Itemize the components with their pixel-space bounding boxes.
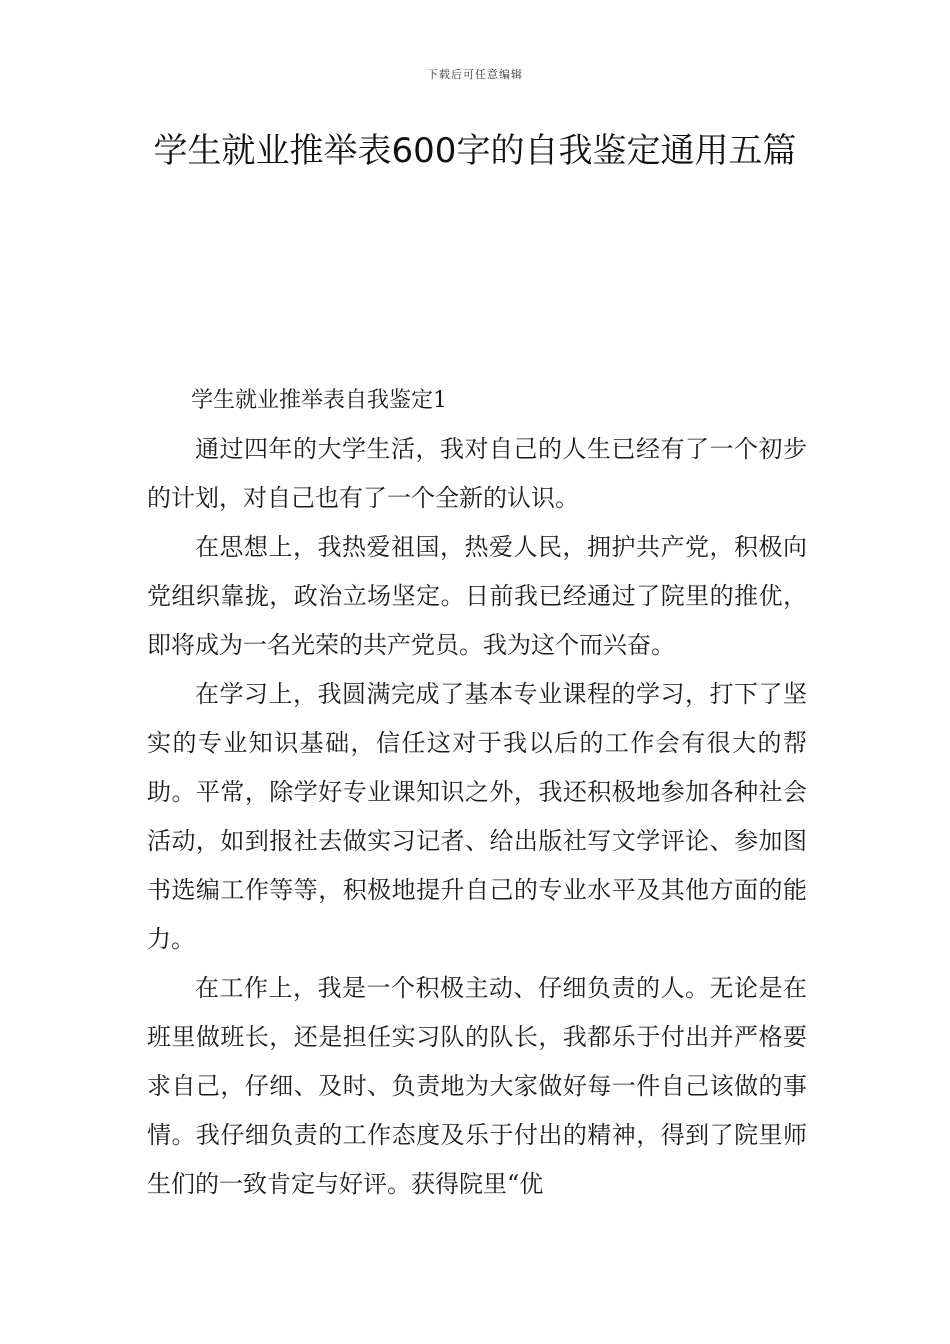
header-note: 下载后可任意编辑: [427, 68, 523, 81]
paragraph-1: 通过四年的大学生活，我对自己的人生已经有了一个初步的计划，对自己也有了一个全新的认识。: [147, 435, 807, 512]
paragraph-3: 在学习上，我圆满完成了基本专业课程的学习，打下了坚实的专业知识基础，信任这对于我以后的工作会有很大的帮助。平常，除学好专业课知识之外，我还积极地参加各种社会活动，如到报社去做实习记者、给出版社写文学评论、参加图书选编工作等等，积极地提升自己的专业水平及其他方面的能力。: [147, 680, 807, 953]
section-heading: 学生就业推举表自我鉴定1: [191, 388, 447, 413]
document-body: [147, 376, 807, 1209]
paragraph-4: 在工作上，我是一个积极主动、仔细负责的人。无论是在班里做班长，还是担任实习队的队长，我都乐于付出并严格要求自己，仔细、及时、负责地为大家做好每一件自己该做的事情。我仔细负责的工作态度及乐于付出的精神，得到了院里师生们的一致肯定与好评。获得院里“优: [147, 974, 807, 1198]
paragraph-2: 在思想上，我热爱祖国，热爱人民，拥护共产党，积极向党组织靠拢，政治立场坚定。日前我已经通过了院里的推优，即将成为一名光荣的共产党员。我为这个而兴奋。: [147, 533, 807, 659]
document-title: 学生就业推举表600字的自我鉴定通用五篇: [153, 131, 797, 171]
